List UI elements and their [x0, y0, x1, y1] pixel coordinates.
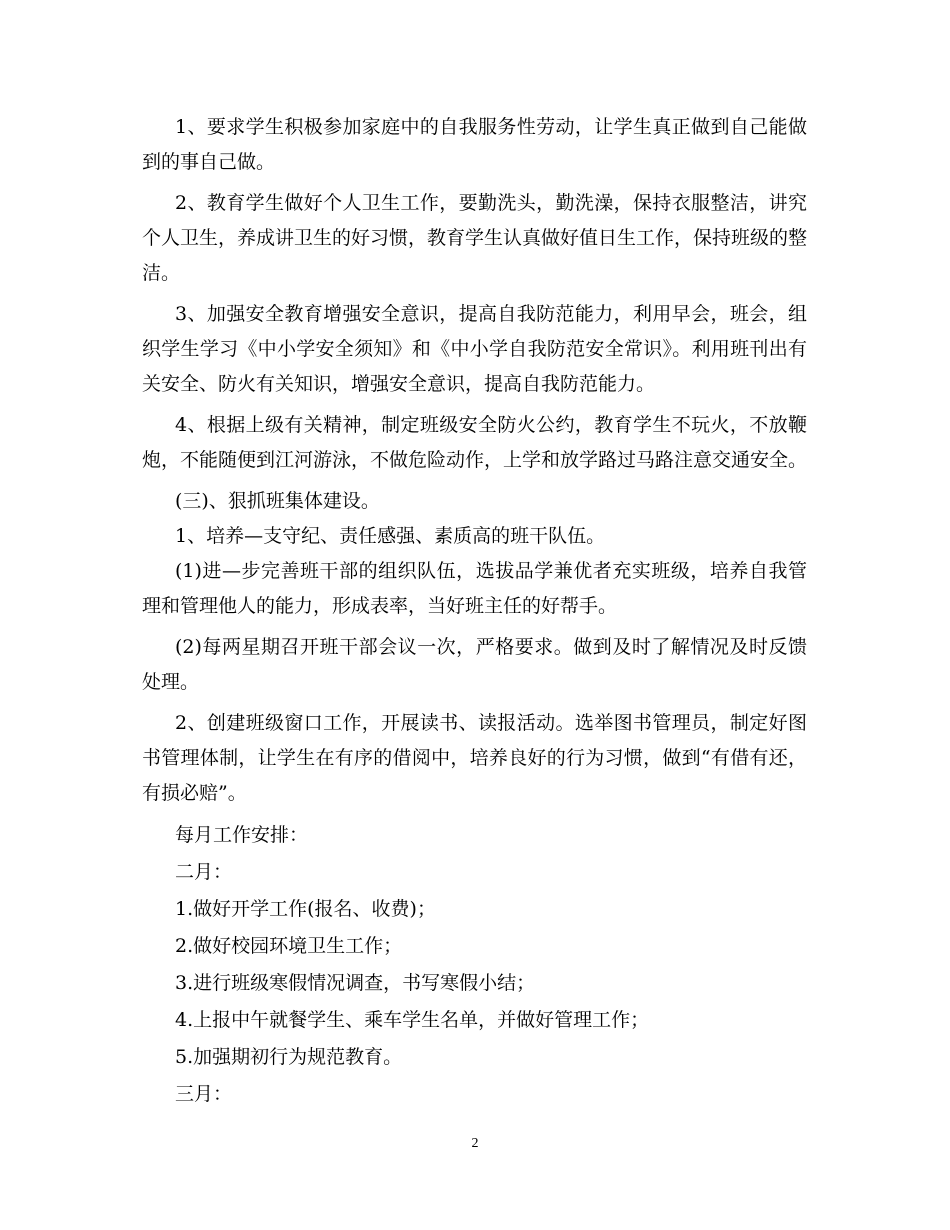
- february-item: 4.上报中午就餐学生、乘车学生名单，并做好管理工作；: [175, 1009, 650, 1031]
- document-body: [142, 110, 807, 1113]
- february-item: 5.加强期初行为规范教育。: [175, 1046, 403, 1068]
- paragraph-fire-safety: 4、根据上级有关精神，制定班级安全防火公约，教育学生不玩火，不放鞭炮，不能随便到江河游泳，不做危险动作，上学和放学路过马路注意交通安全。: [142, 414, 808, 471]
- monthly-plan-heading: 每月工作安排：: [175, 824, 309, 846]
- page-number: 2: [471, 1136, 479, 1151]
- february-item: 3.进行班级寒假情况调查，书写寒假小结；: [175, 972, 536, 994]
- paragraph-cadre-team: 1、培养—支守纪、责任感强、素质高的班干队伍。: [175, 525, 606, 547]
- february-item: 1.做好开学工作(报名、收费)；: [175, 898, 436, 920]
- paragraph-reading-activity: 2、创建班级窗口工作，开展读书、读报活动。选举图书管理员，制定好图书管理体制，让学生在有序的借阅中，培养良好的行为习惯，做到“有借有还，有损必赔”。: [142, 712, 807, 804]
- section-heading-class-building: (三)、狠抓班集体建设。: [175, 490, 380, 512]
- paragraph-labor: 1、要求学生积极参加家庭中的自我服务性劳动，让学生真正做到自己能做到的事自己做。: [142, 116, 807, 173]
- february-item: 2.做好校园环境卫生工作；: [175, 935, 403, 957]
- paragraph-cadre-organization: (1)进—步完善班干部的组织队伍，选拔品学兼优者充实班级，培养自我管理和管理他人的能力，形成表率，当好班主任的好帮手。: [142, 560, 807, 617]
- march-heading: 三月：: [175, 1083, 233, 1105]
- february-heading: 二月：: [175, 861, 233, 883]
- paragraph-cadre-meeting: (2)每两星期召开班干部会议一次，严格要求。做到及时了解情况及时反馈处理。: [142, 636, 807, 693]
- paragraph-safety-education: 3、加强安全教育增强安全意识，提高自我防范能力，利用早会，班会，组织学生学习《中小学安全须知》和《中小学自我防范安全常识》。利用班刊出有关安全、防火有关知识，增强安全意识，提高自我防范能力。: [142, 303, 807, 395]
- paragraph-hygiene: 2、教育学生做好个人卫生工作，要勤洗头，勤洗澡，保持衣服整洁，讲究个人卫生，养成讲卫生的好习惯，教育学生认真做好值日生工作，保持班级的整洁。: [142, 192, 808, 284]
